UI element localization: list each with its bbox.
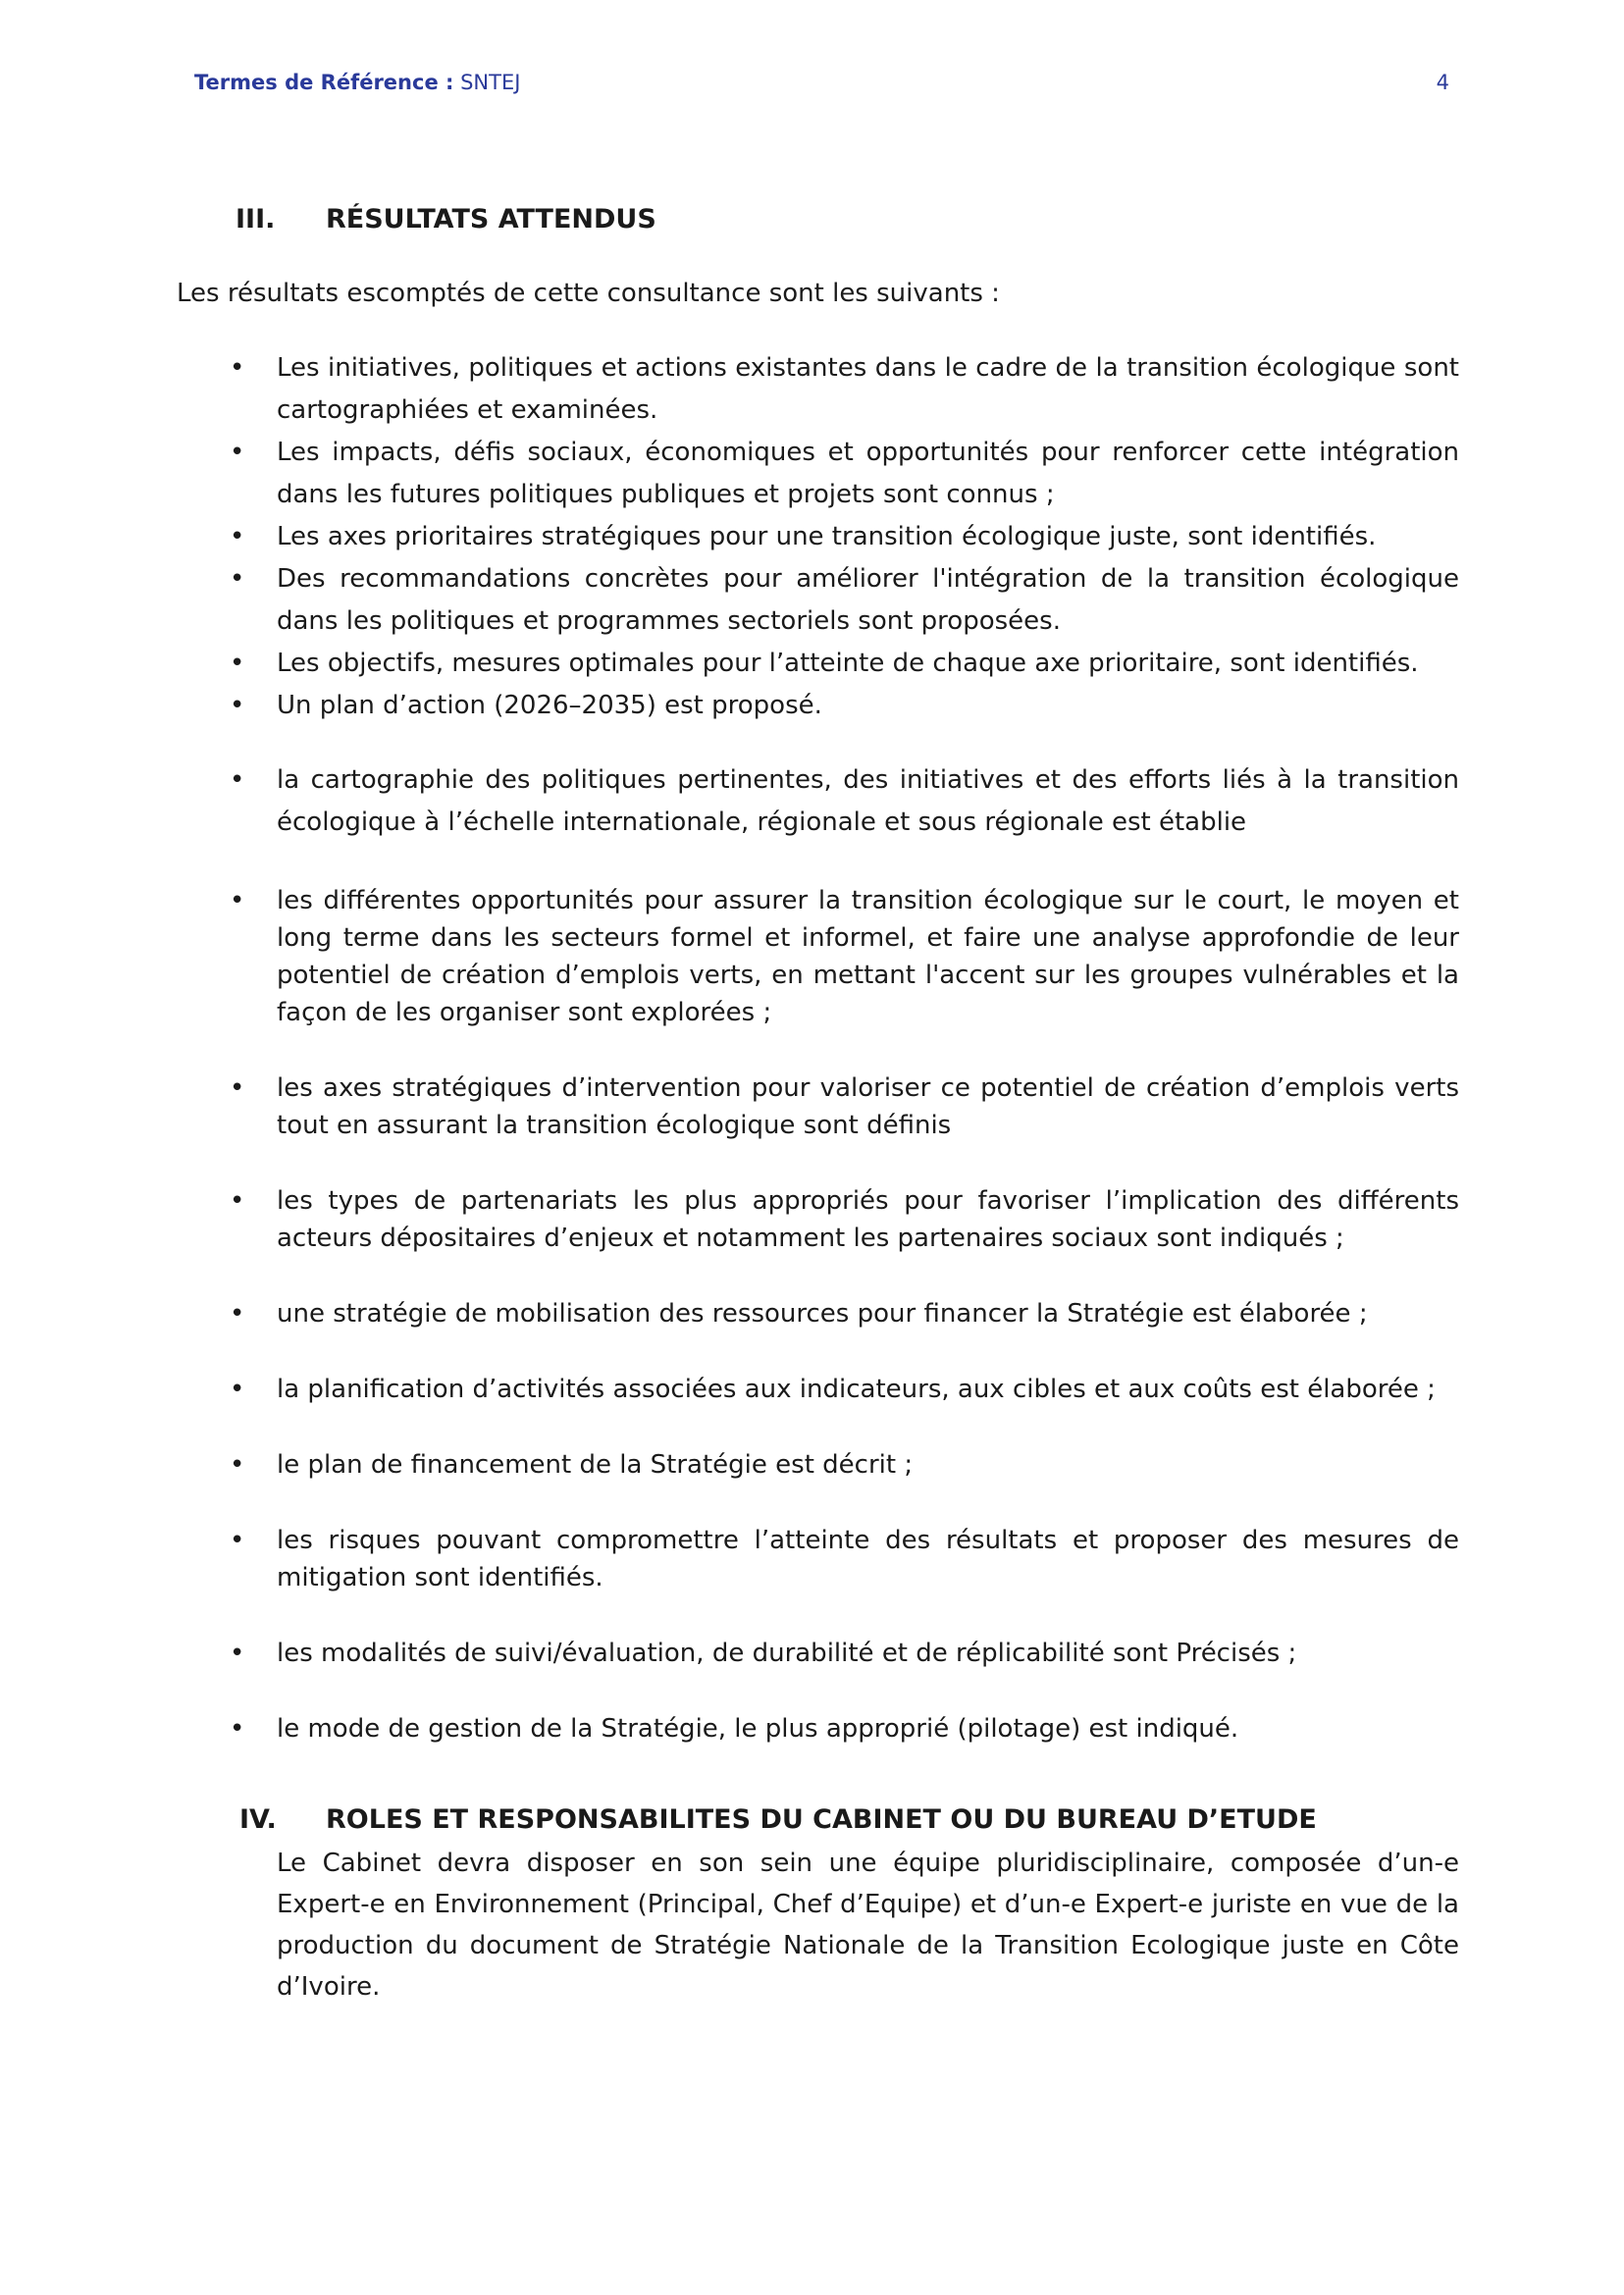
- header-doc-label: Termes de Référence :: [194, 71, 454, 94]
- list-item: [177, 1069, 1459, 1144]
- results-list-primary: [177, 347, 1459, 727]
- bullet-icon: •: [230, 765, 245, 795]
- section-intro: Les résultats escomptés de cette consultance sont les suivants :: [177, 279, 1000, 308]
- list-item: [177, 759, 1459, 844]
- bullet-icon: •: [230, 649, 245, 678]
- section-heading-resultats: [177, 198, 1459, 240]
- list-item: [177, 347, 1459, 432]
- bullet-icon: •: [230, 564, 245, 594]
- list-item-text: les modalités de suivi/évaluation, de durabilité et de réplicabilité sont Précisés ;: [277, 1639, 1297, 1668]
- list-item-text: les axes stratégiques d’intervention pour valoriser ce potentiel de création d’emplois verts tout en assurant la transition écologique sont définis: [277, 1073, 1459, 1140]
- section-number: IV.: [239, 1804, 277, 1835]
- list-item: [177, 1182, 1459, 1257]
- list-item: [177, 1522, 1459, 1596]
- list-item-text: une stratégie de mobilisation des ressources pour financer la Stratégie est élaborée ;: [277, 1299, 1368, 1329]
- list-item-text: les types de partenariats les plus appropriés pour favoriser l’implication des différents acteurs dépositaires d’enjeux et notamment les partenaires sociaux sont indiqués ;: [277, 1186, 1459, 1253]
- list-item-text: la cartographie des politiques pertinentes, des initiatives et des efforts liés à la transition écologique à l’échelle internationale, régionale et sous régionale est établie: [277, 765, 1459, 837]
- bullet-icon: •: [230, 1299, 245, 1329]
- bullet-icon: •: [230, 1186, 245, 1216]
- list-item-text: Les impacts, défis sociaux, économiques et opportunités pour renforcer cette intégration dans les futures politiques publiques et projets sont connus ;: [277, 438, 1459, 509]
- list-item-text: le mode de gestion de la Stratégie, le plus approprié (pilotage) est indiqué.: [277, 1714, 1239, 1744]
- list-item-text: Les initiatives, politiques et actions existantes dans le cadre de la transition écologique sont cartographiées et examinées.: [277, 353, 1459, 425]
- section-title: ROLES ET RESPONSABILITES DU CABINET OU DU BUREAU D’ETUDE: [326, 1804, 1317, 1835]
- list-item: [177, 643, 1459, 685]
- bullet-icon: •: [230, 353, 245, 383]
- list-item-text: les risques pouvant compromettre l’atteinte des résultats et proposer des mesures de mitigation sont identifiés.: [277, 1526, 1459, 1592]
- results-list-secondary: [177, 759, 1459, 1747]
- list-item: [177, 432, 1459, 516]
- section-heading-roles: [177, 1799, 1459, 1841]
- list-item: [177, 516, 1459, 558]
- section-number: III.: [236, 204, 276, 235]
- bullet-icon: •: [230, 1375, 245, 1404]
- list-item-text: Des recommandations concrètes pour améliorer l'intégration de la transition écologique dans les politiques et programmes sectoriels sont proposées.: [277, 564, 1459, 636]
- list-item: [177, 1295, 1459, 1332]
- list-item: [177, 1635, 1459, 1672]
- bullet-icon: •: [230, 886, 245, 915]
- list-item-text: les différentes opportunités pour assurer la transition écologique sur le court, le moyen et long terme dans les secteurs formel et informel, et faire une analyse approfondie de leur potentiel de création d’emplois verts, en mettant l'accent sur les groupes vulnérables et la façon de les organiser sont explorées ;: [277, 886, 1459, 1027]
- bullet-icon: •: [230, 1714, 245, 1744]
- list-item-text: la planification d’activités associées aux indicateurs, aux cibles et aux coûts est élaborée ;: [277, 1375, 1436, 1404]
- bullet-icon: •: [230, 522, 245, 551]
- list-item-text: Un plan d’action (2026–2035) est proposé.: [277, 691, 822, 720]
- bullet-icon: •: [230, 691, 245, 720]
- header-doc-value: SNTEJ: [453, 71, 521, 94]
- section-paragraph: Le Cabinet devra disposer en son sein une équipe pluridisciplinaire, composée d’un-e Expert-e en Environnement (Principal, Chef d’Equipe) et d’un-e Expert-e juriste en vue de la production du document de Stratégie Nationale de la Transition Ecologique juste en Côte d’Ivoire.: [277, 1849, 1459, 2002]
- bullet-icon: •: [230, 438, 245, 467]
- list-item-text: le plan de financement de la Stratégie est décrit ;: [277, 1450, 914, 1480]
- list-item: [177, 685, 1459, 727]
- list-item: [177, 1446, 1459, 1484]
- bullet-icon: •: [230, 1526, 245, 1555]
- list-item-text: Les axes prioritaires stratégiques pour une transition écologique juste, sont identifiés.: [277, 522, 1377, 551]
- list-item: [177, 1371, 1459, 1408]
- bullet-icon: •: [230, 1073, 245, 1103]
- section-title: RÉSULTATS ATTENDUS: [326, 204, 656, 235]
- bullet-icon: •: [230, 1639, 245, 1668]
- list-item-text: Les objectifs, mesures optimales pour l’atteinte de chaque axe prioritaire, sont identifiés.: [277, 649, 1419, 678]
- page-number: 4: [1436, 71, 1449, 94]
- list-item: [177, 1710, 1459, 1747]
- page-content: [177, 198, 1459, 2008]
- bullet-icon: •: [230, 1450, 245, 1480]
- page-header: [194, 71, 1449, 102]
- list-item: [177, 558, 1459, 643]
- list-item: [177, 882, 1459, 1031]
